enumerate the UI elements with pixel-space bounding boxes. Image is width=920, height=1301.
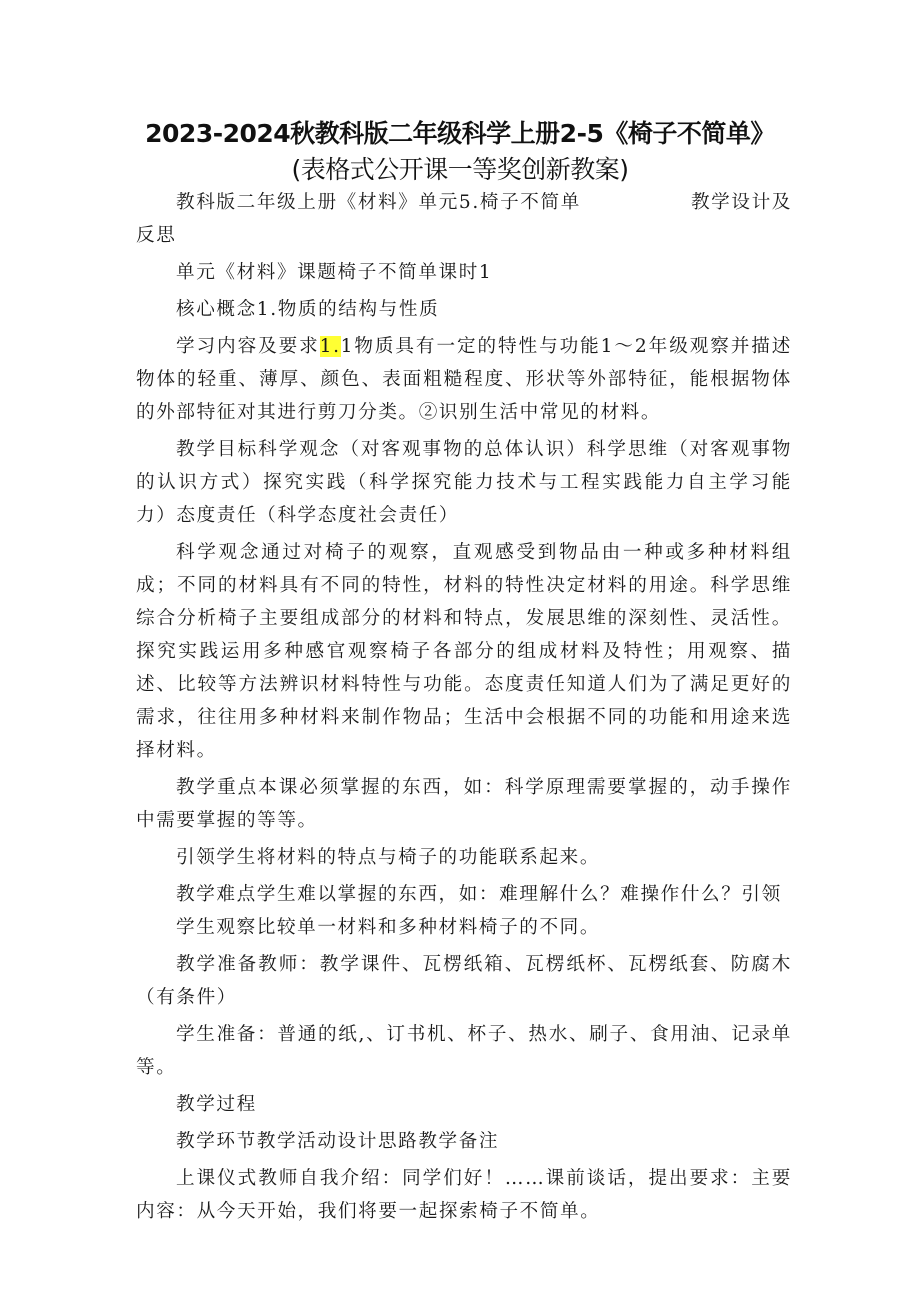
student-prep-paragraph: 学生准备：普通的纸,、订书机、杯子、热水、刷子、食用油、记录单等。 bbox=[136, 1024, 792, 1078]
requirements-prefix: 学习内容及要求 bbox=[176, 336, 320, 357]
process-heading: 教学过程 bbox=[176, 1094, 257, 1115]
opening-paragraph: 上课仪式教师自我介绍：同学们好！……课前谈话，提出要求：主要内容：从今天开始，我们将要一起探索椅子不简单。 bbox=[136, 1168, 792, 1222]
key-points-paragraph-2: 引领学生将材料的特点与椅子的功能联系起来。 bbox=[176, 847, 601, 868]
goals-paragraph: 教学目标科学观念（对客观事物的总体认识）科学思维（对客观事物的认识方式）探究实践（科学探究能力技术与工程实践能力自主学习能力）态度责任（科学态度社会责任） bbox=[136, 439, 792, 526]
unit-paragraph: 单元《材料》课题椅子不简单课时1 bbox=[176, 262, 493, 283]
core-concept-paragraph: 核心概念1.物质的结构与性质 bbox=[176, 299, 440, 320]
document-body bbox=[136, 186, 792, 1232]
highlighted-text: 1. bbox=[319, 336, 341, 357]
intro-paragraph bbox=[136, 186, 792, 252]
teacher-prep-paragraph: 教学准备教师：教学课件、瓦楞纸箱、瓦楞纸杯、瓦楞纸套、防腐木（有条件） bbox=[136, 954, 792, 1008]
requirements-paragraph bbox=[136, 330, 792, 429]
document-title: 2023-2024秋教科版二年级科学上册2-5《椅子不简单》 bbox=[145, 119, 775, 148]
difficulty-paragraph: 教学难点学生难以掌握的东西，如：难理解什么？难操作什么？引领 bbox=[176, 884, 782, 905]
concept-detail-paragraph: 科学观念通过对椅子的观察，直观感受到物品由一种或多种材料组成；不同的材料具有不同的特性，材料的特性决定材料的用途。科学思维综合分析椅子主要组成部分的材料和特点，发展思维的深刻性、灵活性。探究实践运用多种感官观察椅子各部分的组成材料及特性；用观察、描述、比较等方法辨识材料特性与功能。态度责任知道人们为了满足更好的需求，往往用多种材料来制作物品；生活中会根据不同的功能和用途来选择材料。 bbox=[136, 542, 792, 761]
difficulty-paragraph-2: 学生观察比较单一材料和多种材料椅子的不同。 bbox=[176, 917, 601, 938]
table-header-paragraph: 教学环节教学活动设计思路教学备注 bbox=[176, 1131, 500, 1152]
intro-text-2: 教学设计及反思 bbox=[136, 192, 792, 246]
key-points-paragraph: 教学重点本课必须掌握的东西，如：科学原理需要掌握的，动手操作中需要掌握的等等。 bbox=[136, 777, 792, 831]
requirements-text: 1物质具有一定的特性与功能1～2年级观察并描述物体的轻重、薄厚、颜色、表面粗糙程度、形状等外部特征，能根据物体的外部特征对其进行剪刀分类。②识别生活中常见的材料。 bbox=[136, 336, 792, 423]
intro-text: 教科版二年级上册《材料》单元5.椅子不简单 bbox=[176, 192, 581, 213]
document-subtitle: (表格式公开课一等奖创新教案) bbox=[291, 155, 629, 184]
